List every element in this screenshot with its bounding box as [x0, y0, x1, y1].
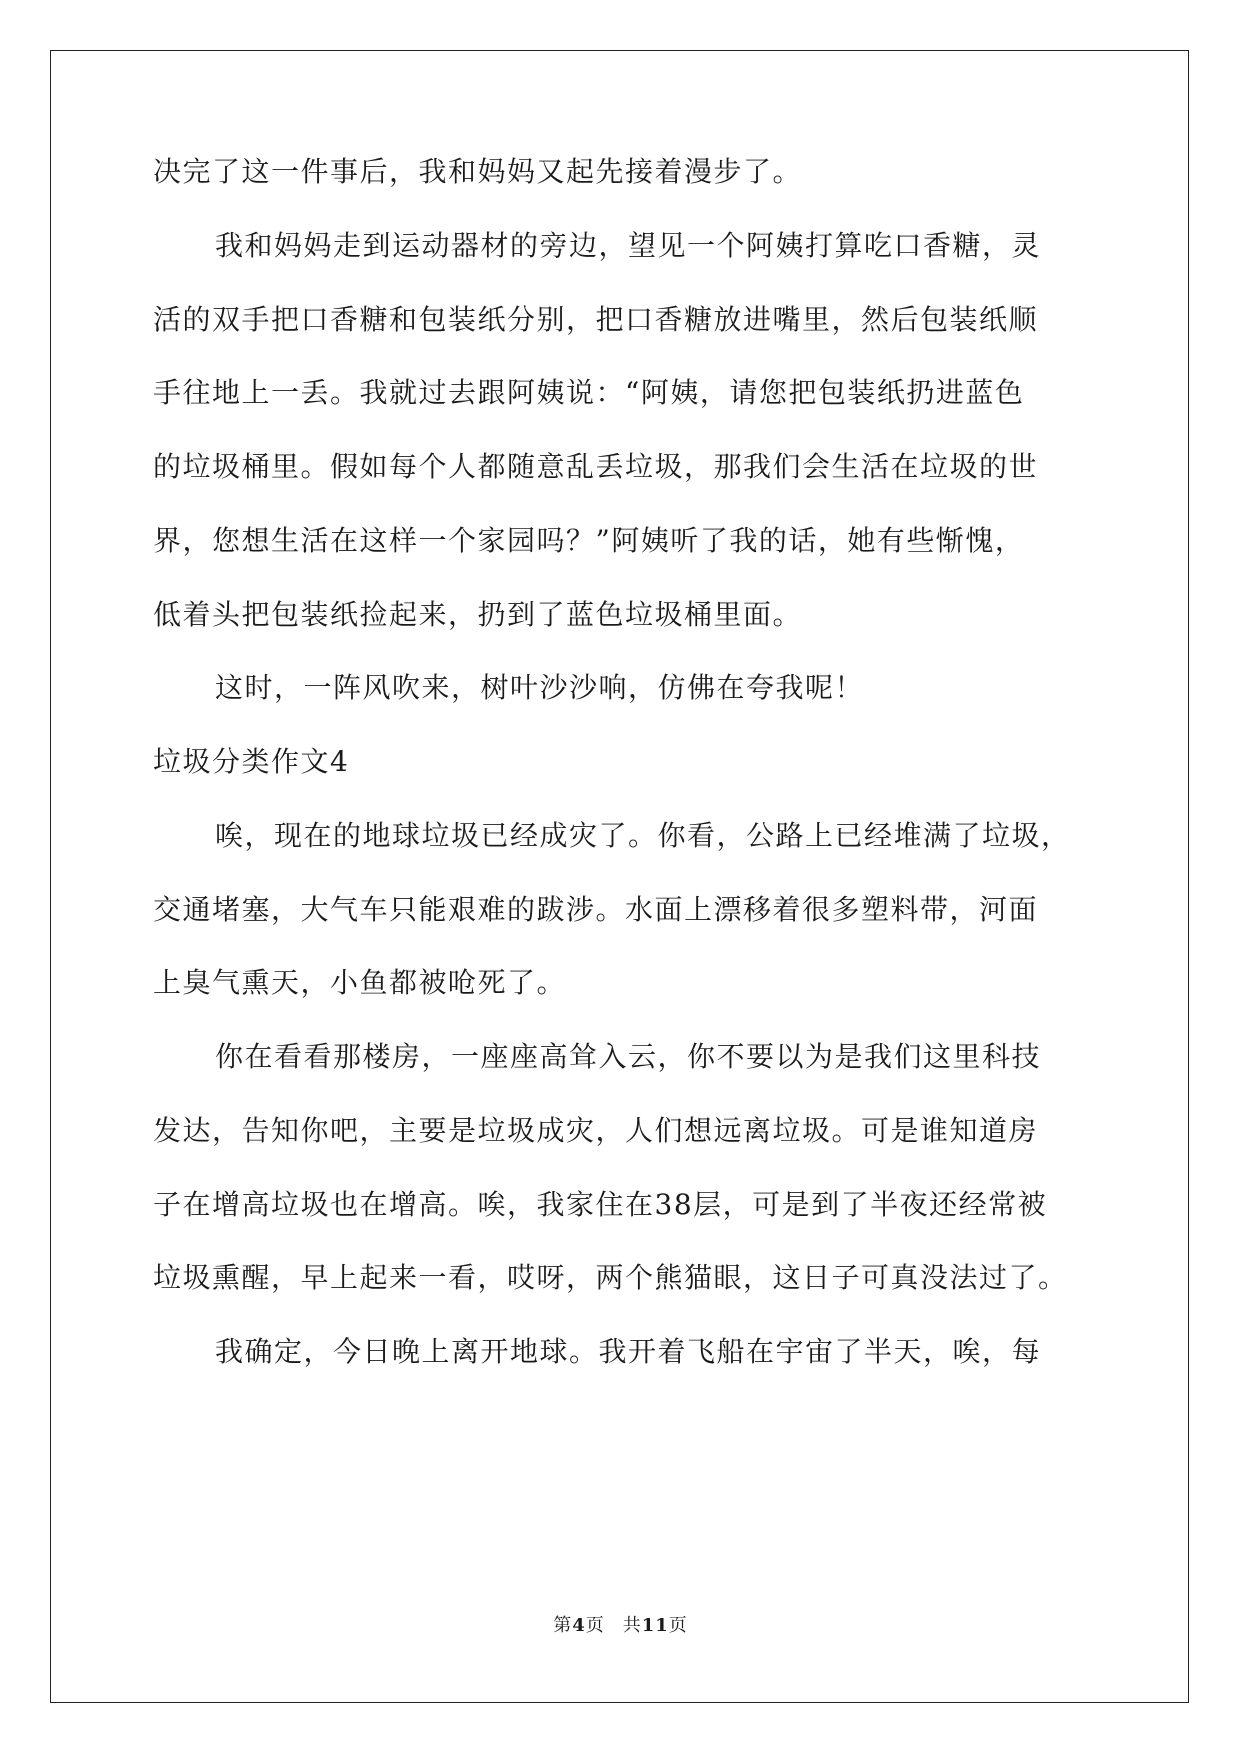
paragraph-line: 我和妈妈走到运动器材的旁边，望见一个阿姨打算吃口香糖，灵: [215, 229, 1042, 262]
paragraph-line: 子在增高垃圾也在增高。唉，我家住在38层，可是到了半夜还经常被: [153, 1188, 1048, 1221]
page-label-prefix: 第: [553, 1615, 573, 1636]
paragraph-line: 的垃圾桶里。假如每个人都随意乱丢垃圾，那我们会生活在垃圾的世: [153, 450, 1039, 483]
paragraph-line: 决完了这一件事后，我和妈妈又起先接着漫步了。: [153, 155, 803, 188]
page-border: [50, 50, 1189, 1703]
page-footer: [0, 1615, 1241, 1637]
current-page-number: 4: [572, 1615, 586, 1636]
paragraph-line: 你在看看那楼房，一座座高耸入云，你不要以为是我们这里科技: [215, 1040, 1042, 1073]
total-label-prefix: 共: [622, 1615, 642, 1636]
paragraph-line: 交通堵塞，大气车只能艰难的跋涉。水面上漂移着很多塑料带，河面: [153, 893, 1039, 926]
paragraph-line: 低着头把包装纸捡起来，扔到了蓝色垃圾桶里面。: [153, 598, 803, 631]
page-label-unit: 页: [585, 1615, 605, 1636]
total-page-count: 11: [641, 1615, 669, 1636]
paragraph-line: 垃圾熏醒，早上起来一看，哎呀，两个熊猫眼，这日子可真没法过了。: [153, 1261, 1068, 1294]
paragraph-line: 上臭气熏天，小鱼都被呛死了。: [153, 966, 567, 999]
total-label-unit: 页: [668, 1615, 688, 1636]
paragraph-line: 我确定，今日晚上离开地球。我开着飞船在宇宙了半天，唉，每: [215, 1335, 1042, 1368]
paragraph-line: 这时，一阵风吹来，树叶沙沙响，仿佛在夸我呢！: [215, 671, 865, 704]
paragraph-line: 手往地上一丢。我就过去跟阿姨说：“阿姨，请您把包装纸扔进蓝色: [153, 376, 1025, 409]
paragraph-line: 界，您想生活在这样一个家园吗？”阿姨听了我的话，她有些惭愧，: [153, 524, 1025, 557]
paragraph-line: 发达，告知你吧，主要是垃圾成灾，人们想远离垃圾。可是谁知道房: [153, 1114, 1039, 1147]
paragraph-line: 唉，现在的地球垃圾已经成灾了。你看，公路上已经堆满了垃圾，: [215, 819, 1071, 852]
paragraph-line: 活的双手把口香糖和包装纸分别，把口香糖放进嘴里，然后包装纸顺: [153, 303, 1039, 336]
section-heading: 垃圾分类作文4: [153, 745, 350, 778]
